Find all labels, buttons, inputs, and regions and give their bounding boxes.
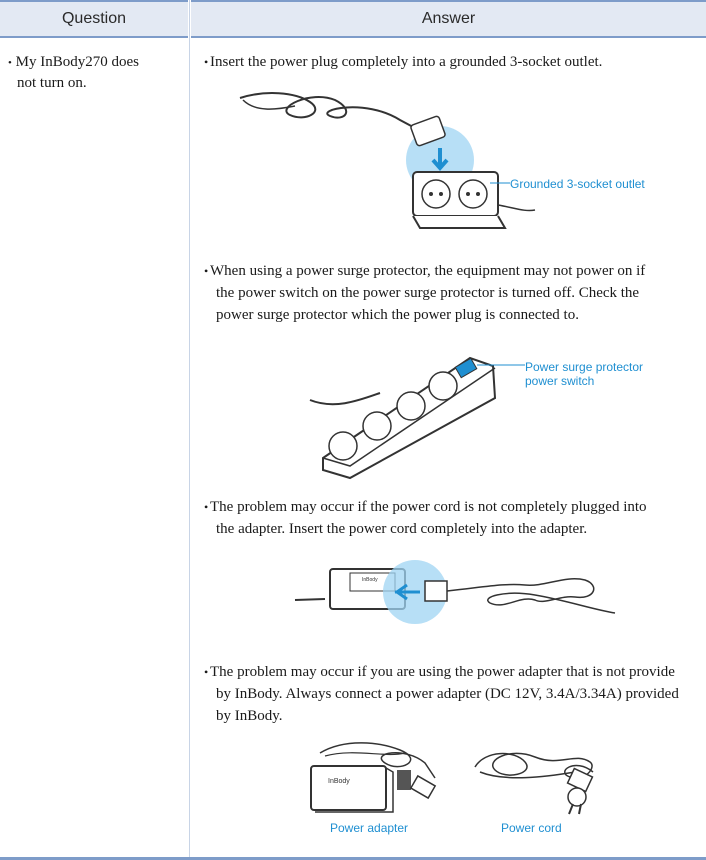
grounded-outlet-illustration xyxy=(235,80,535,240)
answer-3-line-1: The problem may occur if the power cord is not completely plugged into xyxy=(210,499,647,515)
answer-column-header: Answer xyxy=(191,0,706,38)
question-cell xyxy=(8,52,178,93)
question-column-header: Question xyxy=(0,0,188,38)
adapter-cord-illustration xyxy=(295,555,615,625)
answer-1-line-1: Insert the power plug completely into a grounded 3-socket outlet. xyxy=(210,54,603,70)
power-cord-illustration xyxy=(465,742,600,817)
answer-4 xyxy=(204,661,679,727)
answer-4-line-3: by InBody. xyxy=(216,708,283,724)
answer-3 xyxy=(204,496,647,540)
answer-2-line-1: When using a power surge protector, the equipment may not power on if xyxy=(210,263,646,279)
answer-2 xyxy=(204,260,646,326)
answer-4-line-2: by InBody. Always connect a power adapter (DC 12V, 3.4A/3.34A) provided xyxy=(216,686,679,702)
answer-2-line-3: power surge protector which the power plug is connected to. xyxy=(216,307,579,323)
question-text-line2: not turn on. xyxy=(17,75,87,91)
question-text-line1: My InBody270 does xyxy=(15,54,139,70)
cord-caption: Power cord xyxy=(501,821,562,835)
bullet: • xyxy=(204,264,209,278)
adapter-brand-label: InBody xyxy=(328,778,350,785)
bullet: • xyxy=(204,55,209,69)
bullet: • xyxy=(204,665,209,679)
adapter-small-brand: InBody xyxy=(362,577,378,583)
adapter-caption: Power adapter xyxy=(330,821,409,835)
outlet-caption: Grounded 3-socket outlet xyxy=(510,177,645,191)
surge-switch-caption-line-2: power switch xyxy=(525,374,595,388)
bullet: • xyxy=(8,57,12,69)
answer-3-line-2: the adapter. Insert the power cord completely into the adapter. xyxy=(216,521,588,537)
answer-4-line-1: The problem may occur if you are using the power adapter that is not provide xyxy=(210,664,675,680)
column-divider xyxy=(189,0,190,858)
surge-switch-caption xyxy=(525,360,643,388)
power-adapter-illustration xyxy=(305,738,450,818)
answer-2-line-2: the power switch on the power surge protector is turned off. Check the xyxy=(216,285,640,301)
answer-1 xyxy=(204,51,603,73)
surge-protector-illustration xyxy=(305,338,530,483)
bullet: • xyxy=(204,500,209,514)
surge-switch-caption-line-1: Power surge protector xyxy=(525,360,644,374)
